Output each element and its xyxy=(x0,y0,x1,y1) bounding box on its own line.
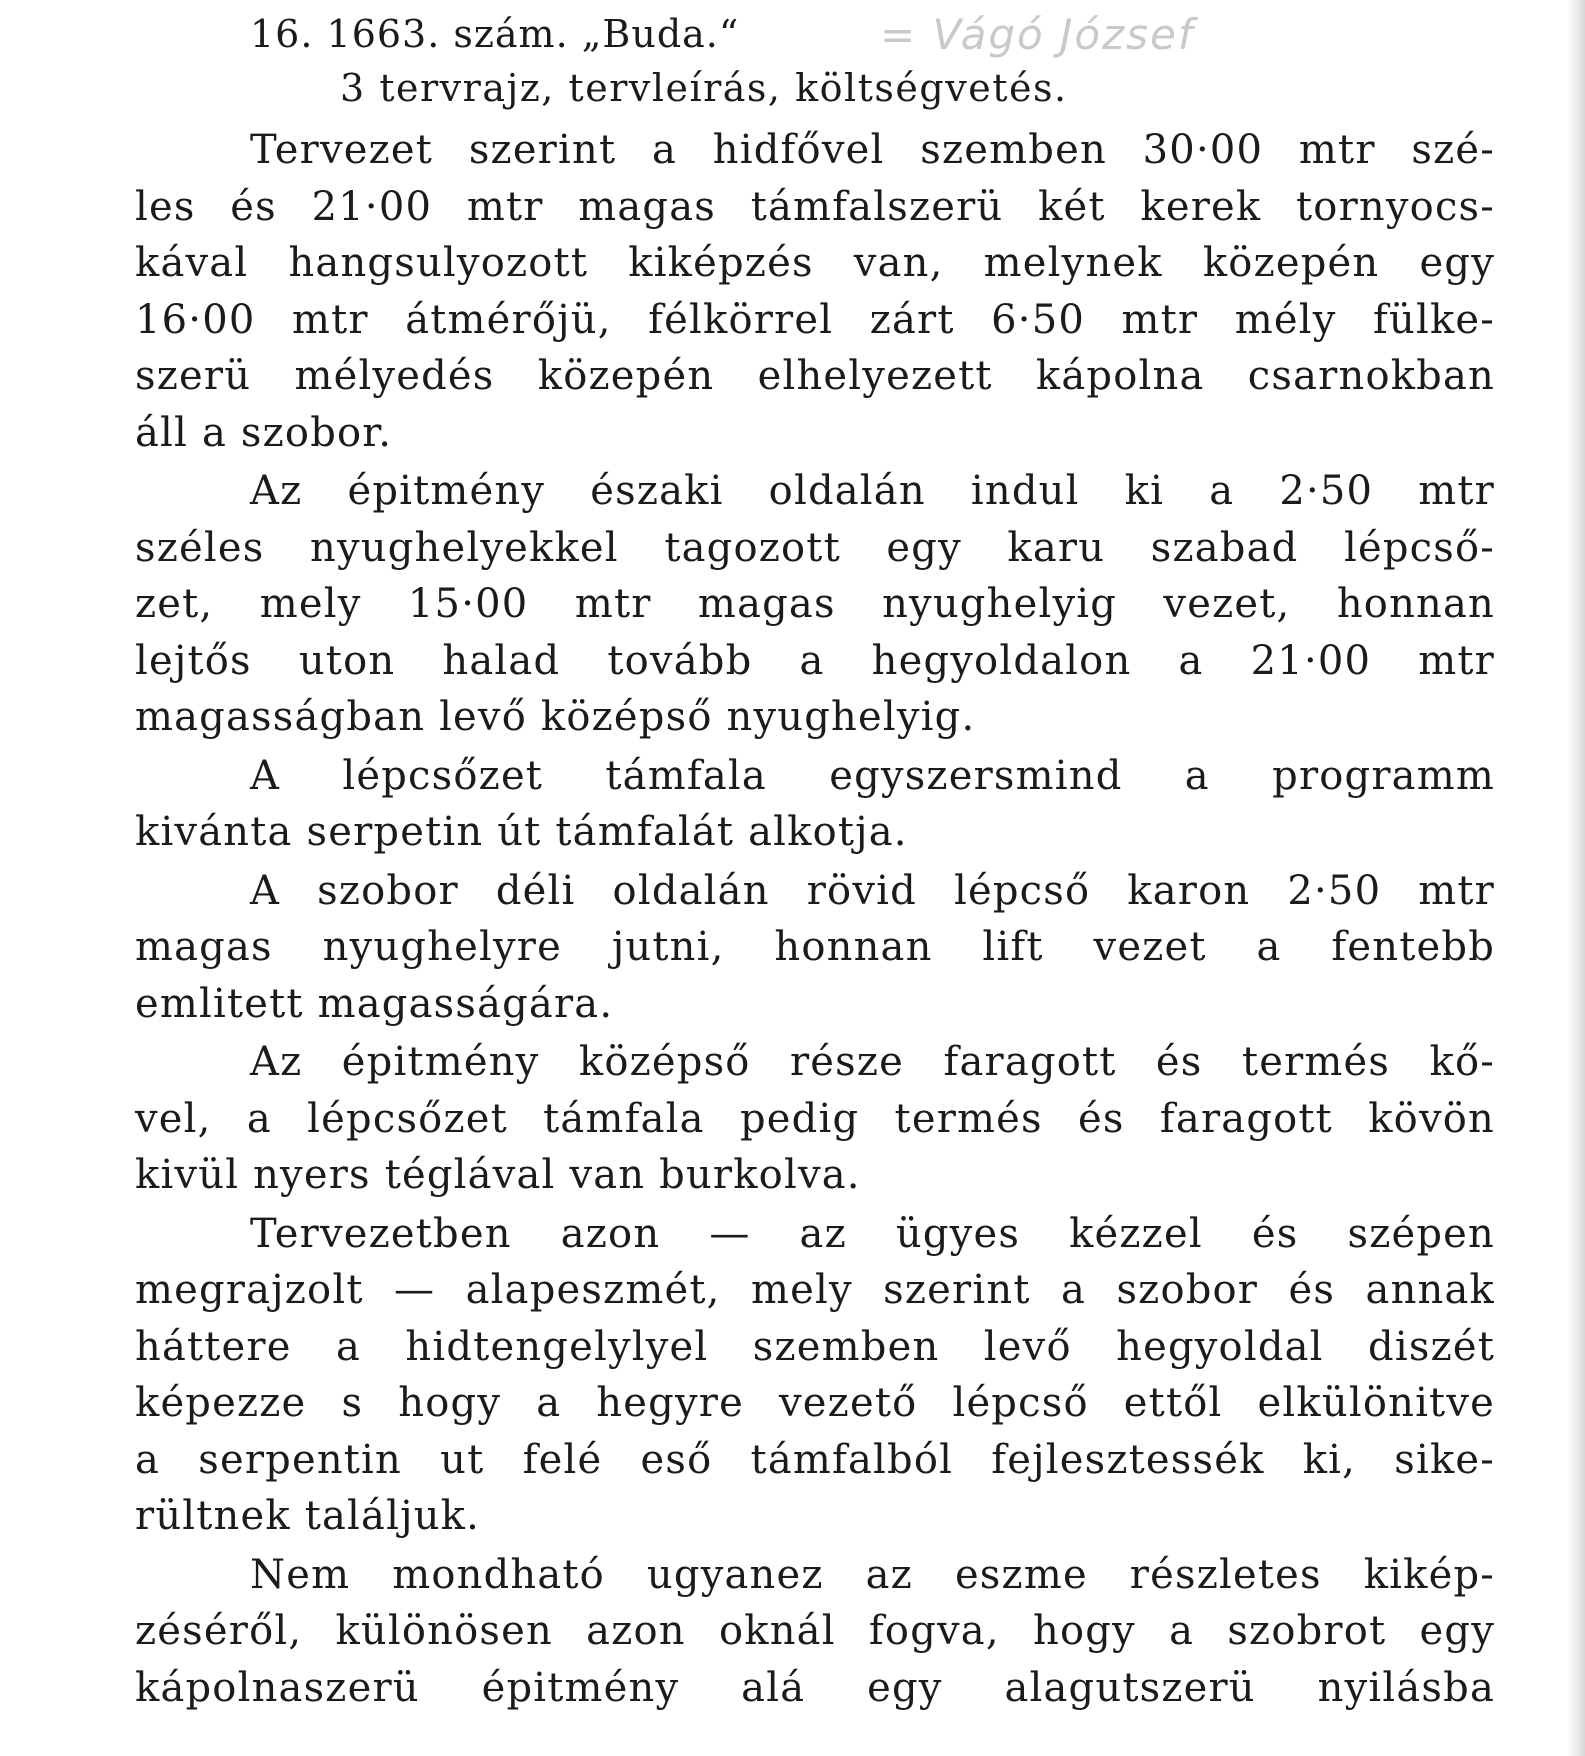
paragraph-3 xyxy=(135,748,1495,861)
text-line: A lépcsőzet támfala egyszersmind a programm xyxy=(250,752,1495,799)
text-line: emlitett magasságára. xyxy=(135,980,614,1027)
text-line: Nem mondható ugyanez az eszme részletes kikép- xyxy=(250,1551,1495,1598)
paragraph-6 xyxy=(135,1206,1495,1545)
entry-heading xyxy=(135,12,1495,66)
text-line: les és 21·00 mtr magas támfalszerü két kerek tornyocs- xyxy=(135,183,1495,230)
text-line: Az épitmény északi oldalán indul ki a 2·50 mtr xyxy=(250,468,1495,514)
text-line: megrajzolt — alapeszmét, mely szerint a szobor és annak xyxy=(135,1267,1495,1313)
paragraph-2 xyxy=(135,463,1495,746)
text-line: szerü mélyedés közepén elhelyezett kápolna csarnokban xyxy=(135,353,1495,399)
text-line: zet, mely 15·00 mtr magas nyughelyig vezet, honnan xyxy=(135,581,1495,627)
text-line: vel, a lépcsőzet támfala pedig termés és faragott kövön xyxy=(135,1095,1495,1142)
text-line: magas nyughelyre jutni, honnan lift vezet a fentebb xyxy=(135,924,1495,970)
text-line: kivánta serpetin út támfalát alkotja. xyxy=(135,809,908,855)
text-line: Tervezetben azon — az ügyes kézzel és szépen xyxy=(250,1210,1495,1257)
text-line: kával hangsulyozott kiképzés van, melynek közepén egy xyxy=(135,240,1495,286)
paragraph-5 xyxy=(135,1034,1495,1204)
entry-number-title: 16. 1663. szám. „Buda.“ xyxy=(250,12,740,56)
text-line: kivül nyers téglával van burkolva. xyxy=(135,1152,861,1198)
text-line: zéséről, különösen azon oknál fogva, hogy a szobrot egy xyxy=(135,1608,1495,1654)
entry-subtitle: 3 tervrajz, tervleírás, költségvetés. xyxy=(340,66,1068,110)
text-line: Az épitmény középső része faragott és termés kő- xyxy=(250,1039,1495,1085)
paragraph-1 xyxy=(135,122,1495,461)
text-line: rültnek találjuk. xyxy=(135,1493,481,1539)
text-line: A szobor déli oldalán rövid lépcső karon 2·50 mtr xyxy=(250,867,1495,914)
text-line: képezze s hogy a hegyre vezető lépcső ettől elkülönitve xyxy=(135,1380,1495,1426)
paragraph-4 xyxy=(135,863,1495,1033)
text-line: széles nyughelyekkel tagozott egy karu szabad lépcső- xyxy=(135,524,1495,571)
text-line: a serpentin ut felé eső támfalból fejlesztessék ki, sike- xyxy=(135,1436,1495,1483)
text-line: áll a szobor. xyxy=(135,409,393,456)
paragraph-7 xyxy=(135,1547,1495,1717)
text-line: háttere a hidtengelylyel szemben levő hegyoldal diszét xyxy=(135,1323,1495,1370)
text-line: magasságban levő középső nyughelyig. xyxy=(135,694,976,740)
scan-edge-shadow xyxy=(1567,0,1585,1756)
text-line: Tervezet szerint a hidfővel szemben 30·00 mtr szé- xyxy=(250,127,1495,173)
document-page xyxy=(135,12,1495,1718)
text-line: kápolnaszerü épitmény alá egy alagutszerü nyilásba xyxy=(135,1664,1495,1711)
text-line: 16·00 mtr átmérőjü, félkörrel zárt 6·50 mtr mély fülke- xyxy=(135,296,1495,343)
text-line: lejtős uton halad tovább a hegyoldalon a 21·00 mtr xyxy=(135,637,1495,684)
handwritten-annotation: = Vágó József xyxy=(880,10,1195,59)
